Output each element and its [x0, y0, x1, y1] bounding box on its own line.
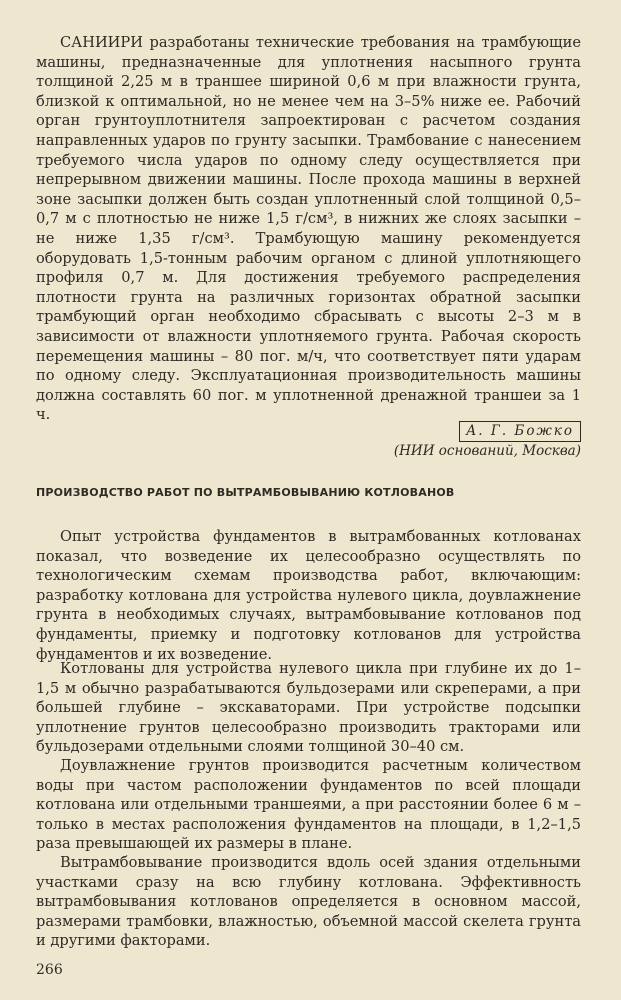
paragraph-foundation-experience: Опыт устройства фундаментов в вытрамбованных котлованах показал, что возведение их целесообразно осуществлять по технологическим схемам производства работ, включающим: разработку котлована для устройства нулевого цикла, доувлажнение грунта в необходимых случаях, вытрамбовывание котлованов под фундаменты, приемку и подготовку котлованов для устройства фундаментов и их возведение.: [36, 528, 581, 663]
author-signature: [321, 421, 581, 461]
page-number: 266: [36, 962, 63, 978]
author-affiliation: (НИИ оснований, Москва): [393, 443, 581, 459]
paragraph-saniiri-requirements: САНИИРИ разработаны технические требования на трамбующие машины, предназначенные для уплотнения насыпного грунта толщиной 2,25 м в траншее шириной 0,6 м при влажности грунта, близкой к оптимальной, но не менее чем на 3–5% ниже ее. Рабочий орган грунтоуплотнителя запроектирован с расчетом создания направленных ударов по грунту засыпки. Трамбование с нанесением требуемого числа ударов по одному следу осуществляется при непрерывном движении машины. После прохода машины в верхней зоне засыпки должен быть создан уплотненный слой толщиной 0,5–0,7 м с плотностью не ниже 1,5 г/см³, в нижних же слоях засыпки – не ниже 1,35 г/см³. Трамбующую машину рекомендуется оборудовать 1,5-тонным рабочим органом с длиной уплотняющего профиля 0,7 м. Для достижения требуемого распределения плотности грунта на различных горизонтах обратной засыпки трамбующий орган необходимо сбрасывать с высоты 2–3 м в зависимости от влажности уплотняемого грунта. Рабочая скорость перемещения машины – 80 пог. м/ч, что соответствует пяти ударам по одному следу. Эксплуатационная производительность машины должна составлять 60 пог. м уплотненной дренажной траншеи за 1 ч.: [36, 34, 581, 424]
section-heading: ПРОИЗВОДСТВО РАБОТ ПО ВЫТРАМБОВЫВАНИЮ КОТЛОВАНОВ: [36, 486, 455, 499]
paragraph-pit-excavation: Котлованы для устройства нулевого цикла при глубине их до 1–1,5 м обычно разрабатываются бульдозерами или скреперами, а при большей глубине – экскаваторами. При устройстве подсыпки уплотнение грунтов целесообразно производить тракторами или бульдозерами отдельными слоями толщиной 30–40 см.: [36, 660, 581, 756]
paragraph-soil-moistening: Доувлажнение грунтов производится расчетным количеством воды при частом расположении фундаментов по всей площади котлована или отдельными траншеями, а при расстоянии более 6 м – только в местах расположения фундаментов на площади, в 1,2–1,5 раза превышающей их размеры в плане.: [36, 757, 581, 853]
paragraph-ramming-process: Вытрамбовывание производится вдоль осей здания отдельными участками сразу на всю глубину котлована. Эффективность вытрамбовывания котлованов определяется в основном массой, размерами трамбовки, влажностью, объемной массой скелета грунта и другими факторами.: [36, 854, 581, 950]
author-name: А. Г. Божко: [459, 421, 581, 442]
